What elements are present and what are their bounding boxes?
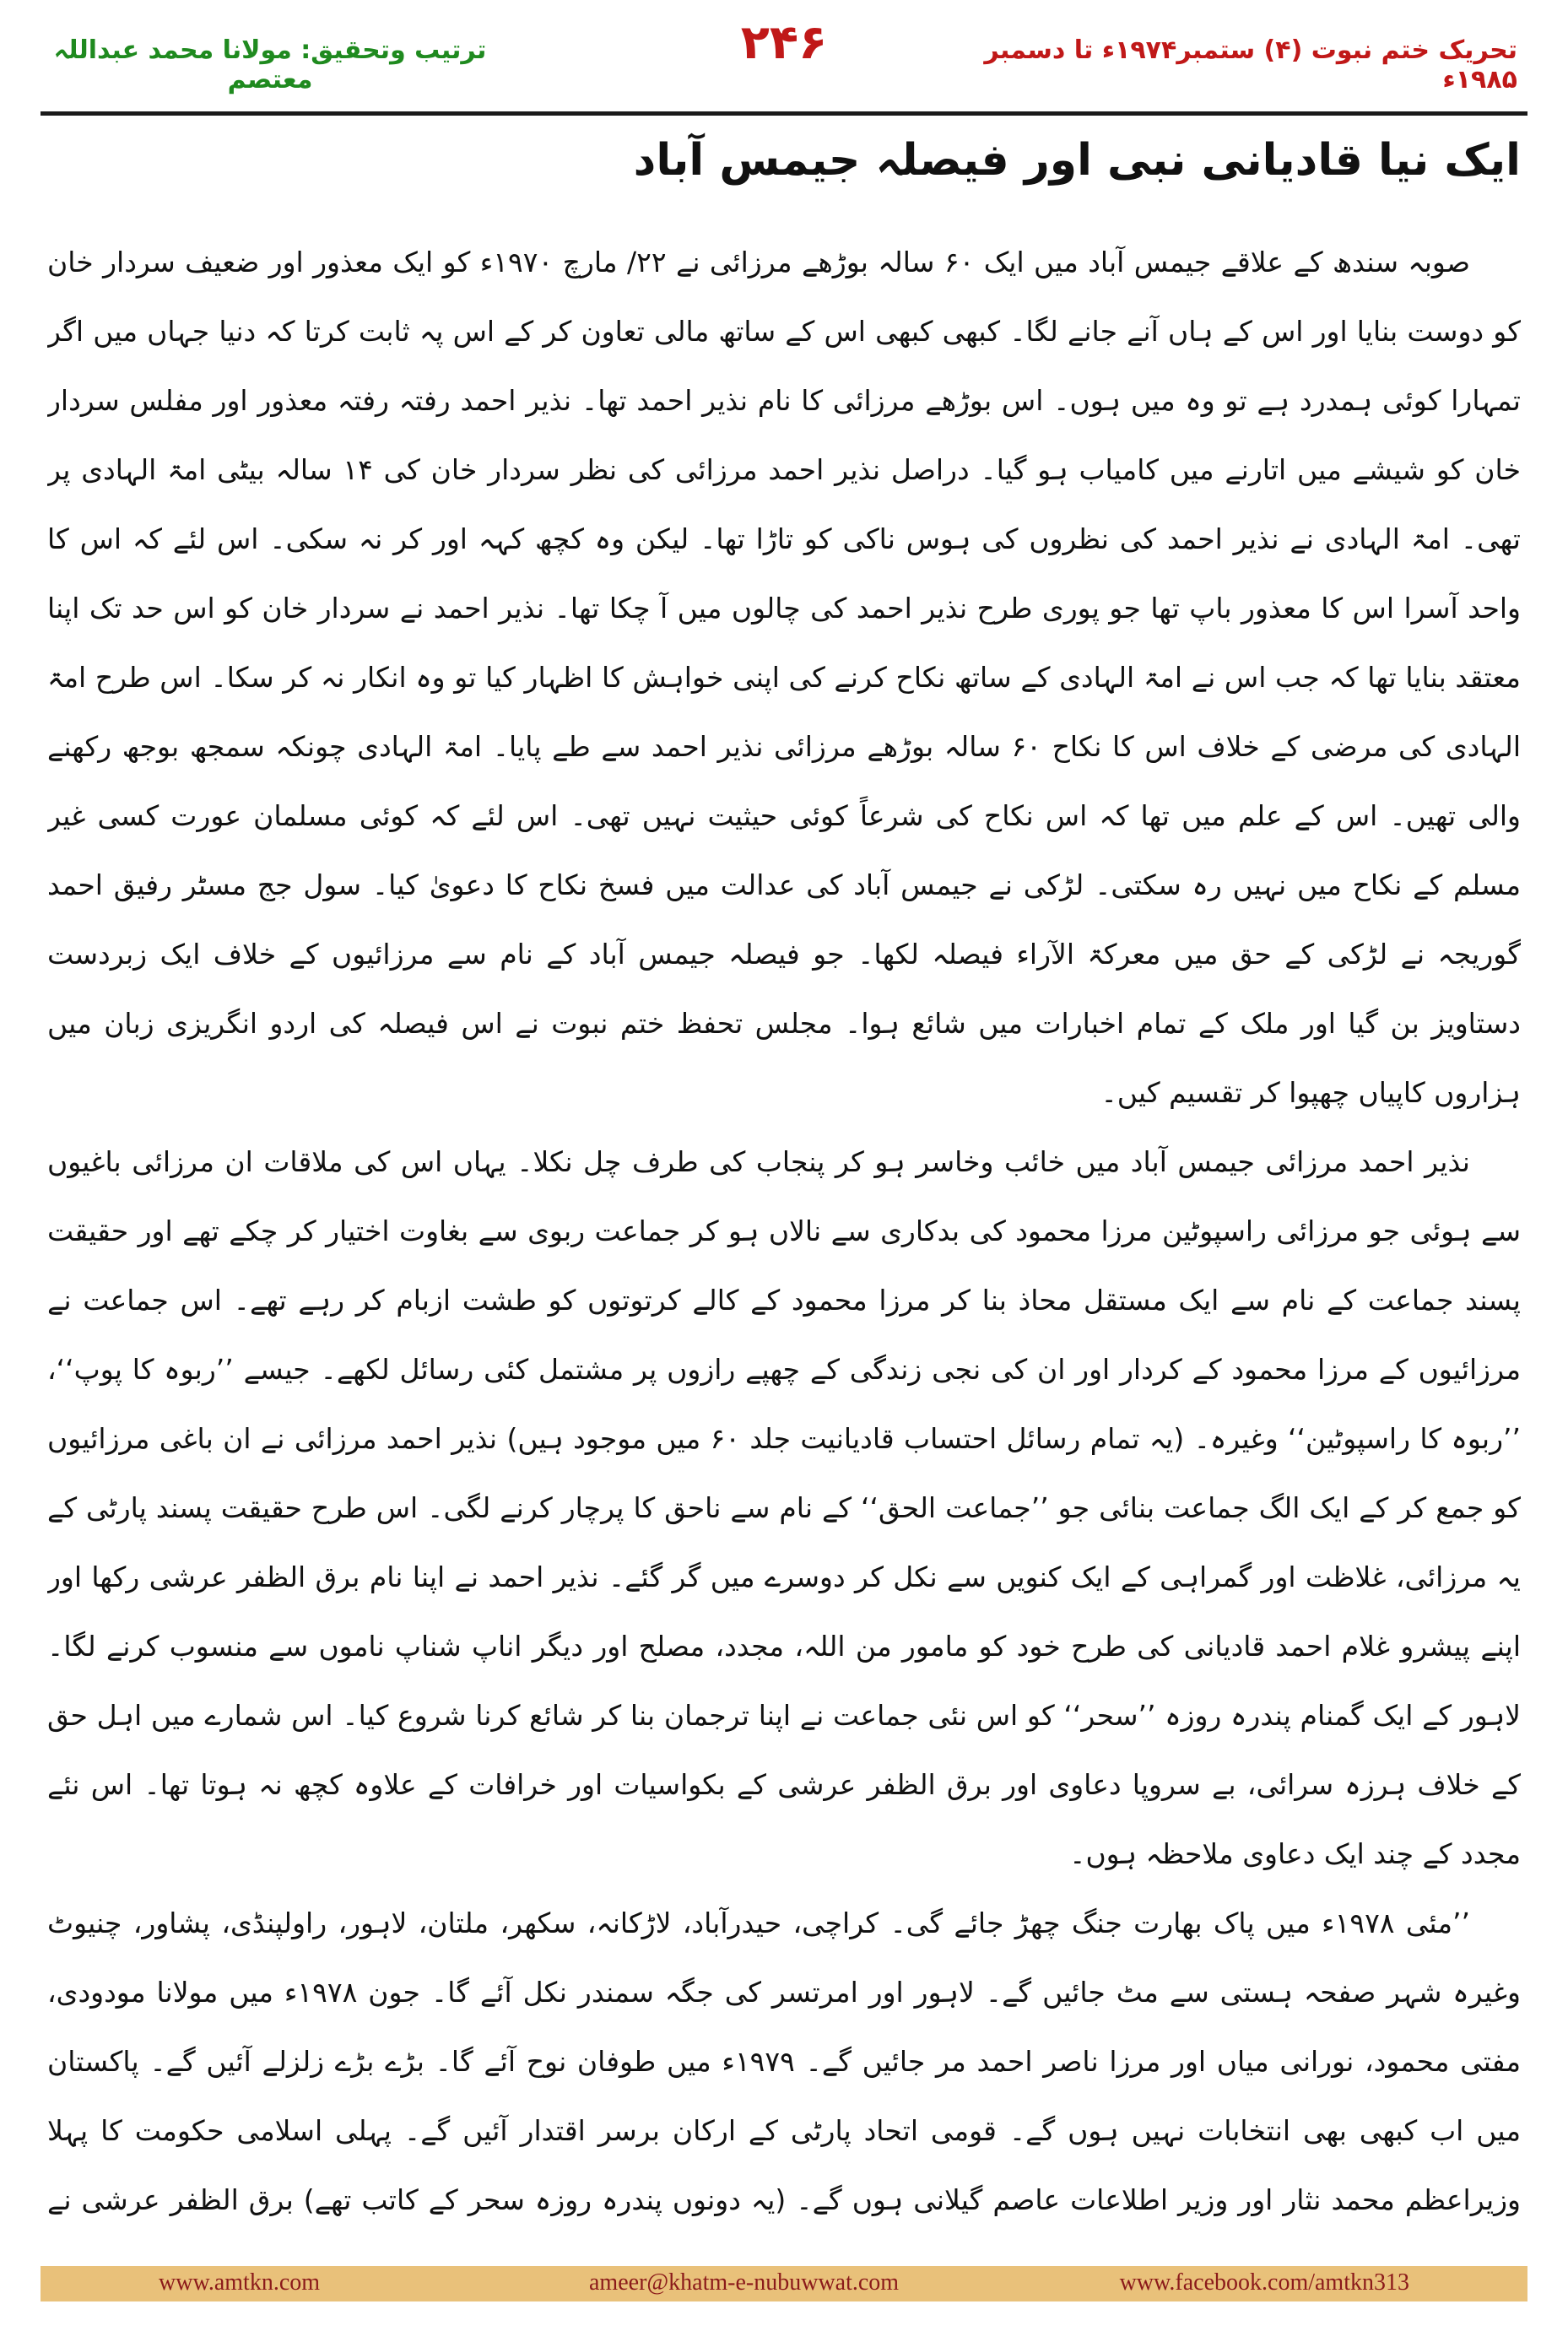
page-footer [41,2266,1527,2301]
website-link[interactable]: www.amtkn.com [159,2269,321,2296]
article-body [47,228,1521,2237]
facebook-link[interactable]: www.facebook.com/amtkn313 [1119,2269,1409,2296]
article-title: ایک نیا قادیانی نبی اور فیصلہ جیمس آباد [633,135,1521,186]
header-divider [41,111,1527,116]
series-title: تحریک ختم نبوت (۴) ستمبر۱۹۷۴ء تا دسمبر ۱۹۸۵ء [984,35,1517,95]
email-link[interactable]: ameer@khatm-e-nubuwwat.com [589,2269,900,2296]
paragraph-3-quote: ’’مئی ۱۹۷۸ء میں پاک بھارت جنگ چھڑ جائے گی۔ کراچی، حیدرآباد، لاڑکانہ، سکھر، ملتان، لاہور، راولپنڈی، پشاور، چنیوٹ وغیرہ شہر صفحہ ہستی سے مٹ جائیں گے۔ لاہور اور امرتسر کی جگہ سمندر نکل آئے گا۔ جون ۱۹۷۸ء میں مولانا مودودی، مفتی محمود، نورانی میاں اور مرزا ناصر احمد مر جائیں گے۔ ۱۹۷۹ء میں طوفان نوح آئے گا۔ بڑے بڑے زلزلے آئیں گے۔ پاکستان میں اب کبھی بھی انتخابات نہیں ہوں گے۔ قومی اتحاد پارٹی کے ارکان برسر اقتدار آئیں گے۔ پہلی اسلامی حکومت کا پہلا وزیراعظم محمد نثار اور وزیر اطلاعات عاصم گیلانی ہوں گے۔ (یہ دونوں پندرہ روزہ سحر کے کاتب تھے) برق الظفر عرشی نے [47,1907,1521,2216]
page-number: ۲۴۶ [740,15,828,70]
compiler-credit: ترتیب وتحقیق: مولانا محمد عبداللہ معتصم [53,35,487,95]
paragraph-1: صوبہ سندھ کے علاقے جیمس آباد میں ایک ۶۰ سالہ بوڑھے مرزائی نے ۲۲/ مارچ ۱۹۷۰ء کو ایک معذور اور ضعیف سردار خان کو دوست بنایا اور اس کے ہاں آنے جانے لگا۔ کبھی کبھی اس کے ساتھ مالی تعاون کر کے اس پہ ثابت کرتا کہ دنیا جہاں میں اگر تمہارا کوئی ہمدرد ہے تو وہ میں ہوں۔ اس بوڑھے مرزائی کا نام نذیر احمد تھا۔ نذیر احمد رفتہ رفتہ معذور اور مفلس سردار خان کو شیشے میں اتارنے میں کامیاب ہو گیا۔ دراصل نذیر احمد مرزائی کی نظر سردار خان کی ۱۴ سالہ بیٹی امۃ الہادی پر تھی۔ امۃ الہادی نے نذیر احمد کی نظروں کی ہوس ناکی کو تاڑا تھا۔ لیکن وہ کچھ کہہ اور کر نہ سکی۔ اس لئے کہ اس کا واحد آسرا اس کا معذور باپ تھا جو پوری طرح نذیر احمد کی چالوں میں آ چکا تھا۔ نذیر احمد نے سردار خان کو اس حد تک اپنا معتقد بنایا تھا کہ جب اس نے امۃ الہادی کے ساتھ نکاح کرنے کی اپنی خواہش کا اظہار کیا تو وہ انکار نہ کر سکا۔ اس طرح امۃ الہادی کی مرضی کے خلاف اس کا نکاح ۶۰ سالہ بوڑھے مرزائی نذیر احمد سے طے پایا۔ امۃ الہادی چونکہ سمجھ بوجھ رکھنے والی تھیں۔ اس کے علم میں تھا کہ اس نکاح کی شرعاً کوئی حیثیت نہیں تھی۔ اس لئے کہ کوئی مسلمان عورت کسی غیر مسلم کے نکاح میں نہیں رہ سکتی۔ لڑکی نے جیمس آباد کی عدالت میں فسخ نکاح کا دعویٰ کیا۔ سول جج مسٹر رفیق احمد گوریجہ نے لڑکی کے حق میں معرکۃ الآراء فیصلہ لکھا۔ جو فیصلہ جیمس آباد کے نام سے مرزائیوں کے خلاف ایک زبردست دستاویز بن گیا اور ملک کے تمام اخبارات میں شائع ہوا۔ مجلس تحفظ ختم نبوت نے اس فیصلہ کی اردو انگریزی زبان میں ہزاروں کاپیاں چھپوا کر تقسیم کیں۔ [47,246,1521,1109]
paragraph-2: نذیر احمد مرزائی جیمس آباد میں خائب وخاسر ہو کر پنجاب کی طرف چل نکلا۔ یہاں اس کی ملاقات ان مرزائی باغیوں سے ہوئی جو مرزائی راسپوٹین مرزا محمود کی بدکاری سے نالاں ہو کر جماعت ربوی سے بغاوت اختیار کر چکے تھے اور حقیقت پسند جماعت کے نام سے ایک مستقل محاذ بنا کر مرزا محمود کے کالے کرتوتوں کو طشت ازبام کر رہے تھے۔ اس جماعت نے مرزائیوں کے مرزا محمود کے کردار اور ان کی نجی زندگی کے چھپے رازوں پر مشتمل کئی رسائل لکھے۔ جیسے ’’ربوہ کا پوپ‘‘، ’’ربوہ کا راسپوٹین‘‘ وغیرہ۔ (یہ تمام رسائل احتساب قادیانیت جلد ۶۰ میں موجود ہیں) نذیر احمد مرزائی نے ان باغی مرزائیوں کو جمع کر کے ایک الگ جماعت بنائی جو ’’جماعت الحق‘‘ کے نام سے ناحق کا پرچار کرنے لگی۔ اس طرح حقیقت پسند پارٹی کے یہ مرزائی، غلاظت اور گمراہی کے ایک کنویں سے نکل کر دوسرے میں گر گئے۔ نذیر احمد نے اپنا نام برق الظفر عرشی رکھا اور اپنے پیشرو غلام احمد قادیانی کی طرح خود کو مامور من اللہ، مجدد، مصلح اور دیگر اناپ شناپ ناموں سے منسوب کرنے لگا۔ لاہور کے ایک گمنام پندرہ روزہ ’’سحر‘‘ کو اس نئی جماعت نے اپنا ترجمان بنا کر شائع کرنا شروع کیا۔ اس شمارے میں اہل حق کے خلاف ہرزہ سرائی، بے سروپا دعاوی اور برق الظفر عرشی کے بکواسیات اور خرافات کے علاوہ کچھ نہ ہوتا تھا۔ اس نئے مجدد کے چند ایک دعاوی ملاحظہ ہوں۔ [47,1145,1521,1870]
page-header [0,15,1568,108]
